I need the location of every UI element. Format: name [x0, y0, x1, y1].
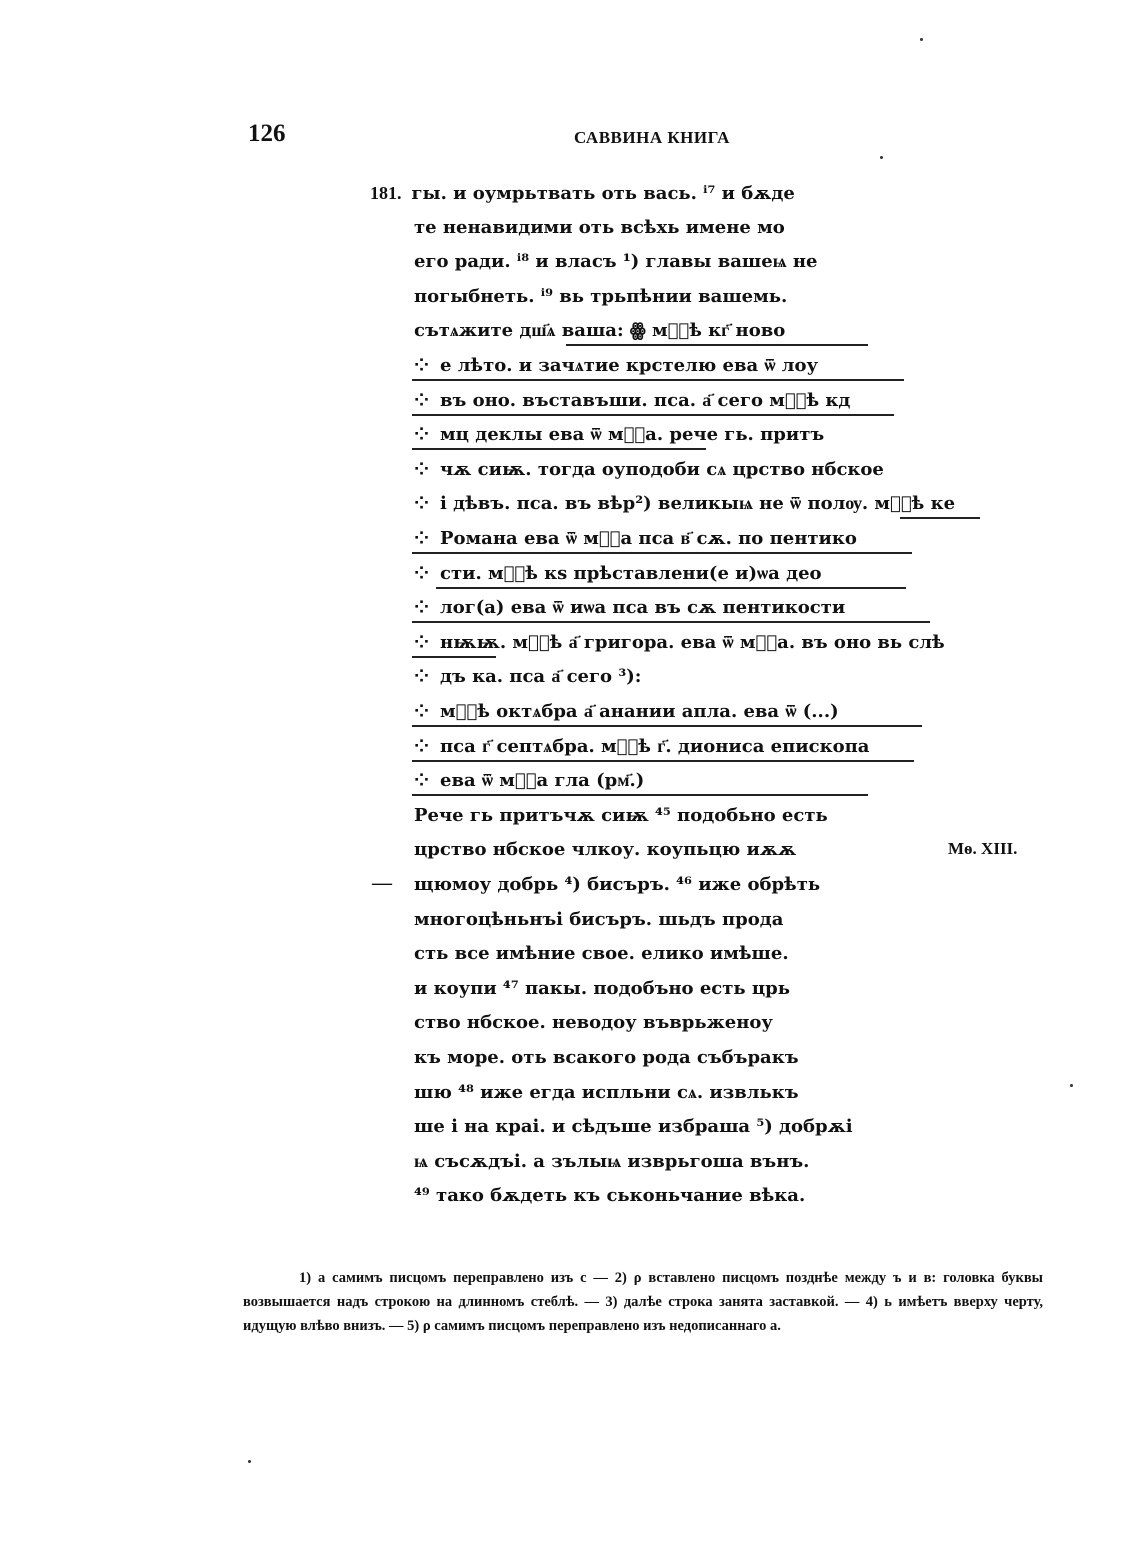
- page-number: 126: [248, 120, 286, 147]
- line-text: мⷭ҇ѣ октѧбра а҃ анании апла. ева ѿ (...): [440, 701, 839, 722]
- running-title: САВВИНА КНИГА: [574, 128, 730, 147]
- line-text: сть все имѣние свое. елико имѣше.: [414, 943, 789, 965]
- underline-rule: [412, 552, 912, 554]
- line-marker: ⁘: [414, 666, 430, 688]
- line-text: въ оно. въставъши. пса. а҃ сего мⷭ҇ѣ кд: [440, 389, 851, 411]
- line-text: і дѣвъ. пса. въ вѣр²) великыѩ не ѿ полѹ. мⷭ҇ѣ ке: [440, 493, 956, 515]
- line-text: погыбнеть. ⁱ⁹ вь трьпѣнии вашемь.: [414, 285, 788, 307]
- line-text: лог(а) ева ѿ иѡа пса въ сѫ пентикости: [440, 597, 846, 619]
- line-text: сътѧжите дш҃ѧ ваша: ꙮ мⷭ҇ѣ кг҃ ново: [414, 320, 786, 342]
- footnote-text: 1) а самимъ писцомъ переправлено изъ с — 2) ρ вставлено писцомъ позднѣе между ъ и в: головка буквы возвышается надъ строкою на длинномъ стеблѣ. — 3) далѣе строка занята заставкой. — 4) ь имѣетъ вверху черту, идущую влѣво внизъ. — 5) ρ самимъ писцомъ переправлено изъ недописаннаго а.: [243, 1270, 1043, 1334]
- scan-speck: [1070, 1084, 1073, 1087]
- text-line: [414, 1076, 799, 1110]
- text-line: [414, 764, 644, 798]
- line-marker: ⁘: [414, 424, 430, 446]
- text-line: [414, 453, 884, 487]
- margin-dash: —: [372, 872, 392, 894]
- line-text: ева ѿ мⷭ҇а гла (рм҃.): [440, 770, 645, 792]
- line-marker: ⁘: [414, 770, 430, 792]
- text-line: [414, 626, 945, 660]
- line-text: ѩ съсѫдъі. а зълыѩ изврьгоша вънъ.: [414, 1150, 810, 1172]
- underline-rule: [436, 587, 906, 589]
- line-marker: ⁘: [414, 735, 430, 757]
- line-text: къ море. оть всакого рода събъракъ: [414, 1047, 799, 1068]
- line-marker: ⁘: [414, 389, 430, 411]
- underline-rule: [412, 656, 496, 658]
- line-marker: ⁘: [414, 701, 430, 722]
- line-text: гы. и оумрьтвать оть вась. ⁱ⁷ и бѫде: [411, 183, 795, 204]
- line-text: нѭѭ. мⷭ҇ѣ а҃ григора. ева ѿ мⷭ҇а. въ оно вь слѣ: [440, 631, 945, 653]
- text-line: [414, 384, 850, 418]
- scan-speck: [880, 156, 883, 159]
- text-line: [414, 1110, 853, 1144]
- underline-rule: [900, 517, 980, 519]
- margin-reference: Мѳ. XIII.: [948, 839, 1018, 858]
- line-marker: ⁘: [414, 458, 430, 480]
- text-line: [414, 868, 820, 902]
- line-text: сти. мⷭ҇ѣ кѕ прѣставлени(е и)ѡа део: [440, 562, 822, 584]
- line-marker: ⁘: [414, 631, 430, 653]
- text-line: [414, 280, 787, 314]
- text-line: [414, 245, 818, 279]
- underline-rule: [412, 725, 922, 727]
- verse-reference: 181.: [370, 183, 402, 203]
- line-text: щюмоу добрь ⁴) бисъръ. ⁴⁶ иже обрѣть: [414, 874, 821, 895]
- line-marker: ⁘: [414, 493, 430, 515]
- underline-rule: [412, 794, 868, 796]
- text-line: [414, 591, 845, 625]
- text-line: [414, 937, 789, 971]
- text-line: [414, 1179, 805, 1213]
- text-line: [414, 1006, 773, 1040]
- underline-rule: [412, 414, 894, 416]
- line-text: многоцѣньнъі бисъръ. шьдъ прода: [414, 908, 784, 930]
- text-line: [414, 1145, 809, 1179]
- text-line: [414, 799, 828, 833]
- line-text: Романа ева ѿ мⷭ҇а пса в҃ сѫ. по пентико: [440, 528, 857, 549]
- line-text: дъ ка. пса а҃ сего ³):: [440, 666, 642, 688]
- line-text: те ненавидими оть всѣхь имене мо: [414, 216, 785, 238]
- line-text: его ради. ⁱ⁸ и власъ ¹) главы вашеѩ не: [414, 251, 818, 273]
- line-marker: ⁘: [414, 355, 430, 376]
- underline-rule: [412, 760, 914, 762]
- text-line: [370, 176, 795, 210]
- text-line: [414, 522, 857, 556]
- text-line: [414, 349, 818, 383]
- line-text: Рече гь притъчѫ сиѭ ⁴⁵ подобьно есть: [414, 804, 828, 826]
- line-text: чѫ сиѭ. тогда оуподоби сѧ црство нбское: [440, 458, 884, 480]
- text-line: [414, 903, 783, 937]
- line-marker: ⁘: [414, 562, 430, 584]
- text-line: [414, 730, 869, 764]
- text-line: [414, 972, 790, 1006]
- line-marker: ⁘: [414, 528, 430, 549]
- underline-rule: [412, 379, 904, 381]
- scan-speck: [248, 1460, 251, 1463]
- footnotes: [243, 1266, 1043, 1338]
- text-line: [414, 1041, 799, 1075]
- text-line: [414, 487, 955, 521]
- line-text: и коупи ⁴⁷ пакы. подобъно есть црь: [414, 977, 790, 999]
- text-line: [414, 660, 641, 694]
- line-text: ⁴⁹ тако бѫдеть къ ськоньчание вѣка.: [414, 1185, 806, 1207]
- text-line: [414, 418, 824, 452]
- underline-rule: [412, 448, 706, 450]
- line-text: црство нбское члкоу. коупьцю иѫѫ: [414, 839, 797, 861]
- underline-rule: [566, 344, 868, 346]
- line-text: шю ⁴⁸ иже егда испльни сѧ. извлькъ: [414, 1081, 799, 1103]
- text-line: [414, 557, 822, 591]
- text-line: [414, 695, 839, 729]
- line-marker: ⁘: [414, 597, 430, 619]
- text-line: [414, 833, 796, 867]
- line-text: пса г҃ септѧбра. мⷭ҇ѣ г҃. диониса епископа: [440, 735, 870, 757]
- line-text: мц деклы ева ѿ мⷭ҇а. рече гь. притъ: [440, 424, 825, 446]
- underline-rule: [412, 621, 930, 623]
- line-text: ство нбское. неводоу въврьженоу: [414, 1012, 773, 1034]
- scan-speck: [920, 38, 923, 41]
- text-line: [414, 314, 785, 348]
- line-text: е лѣто. и зачѧтие крстелю ева ѿ лоу: [440, 355, 818, 376]
- text-line: [414, 211, 785, 245]
- line-text: ше і на краі. и сѣдъше избраша ⁵) добрѫі: [414, 1116, 853, 1138]
